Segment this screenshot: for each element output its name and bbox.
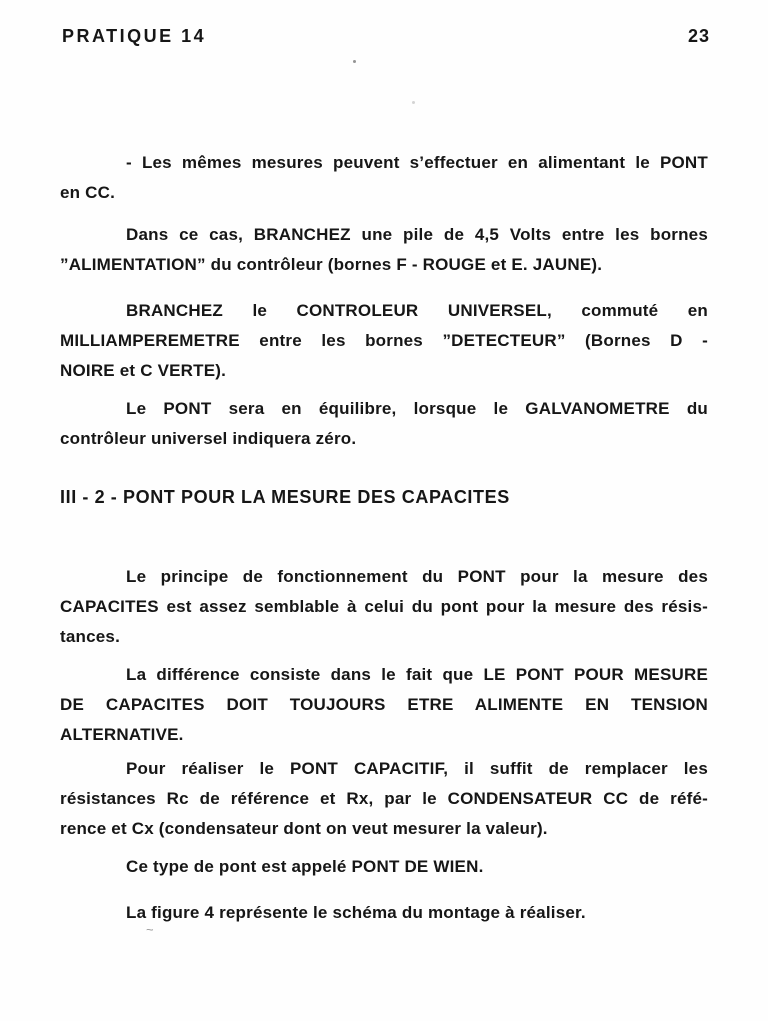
paragraph xyxy=(60,220,708,280)
scan-artifact xyxy=(353,60,356,63)
scan-artifact: ~ xyxy=(146,922,154,937)
text-line: Le principe de fonctionnement du PONT pour la mesure des xyxy=(126,567,708,586)
text-line: DE CAPACITES DOIT TOUJOURS ETRE ALIMENTE EN TENSION xyxy=(60,695,708,714)
text-line: NOIRE et C VERTE). xyxy=(60,361,227,380)
paragraph xyxy=(60,660,708,750)
text-line: - Les mêmes mesures peuvent s’effectuer en alimentant le PONT xyxy=(126,153,708,172)
text-line: Pour réaliser le PONT CAPACITIF, il suffit de remplacer les xyxy=(126,759,708,778)
text-line: ”ALIMENTATION” du contrôleur (bornes F - ROUGE et E. JAUNE). xyxy=(60,255,603,274)
text-line: La différence consiste dans le fait que LE PONT POUR MESURE xyxy=(126,665,708,684)
text-line: Le PONT sera en équilibre, lorsque le GALVANOMETRE du xyxy=(126,399,708,418)
paragraph xyxy=(60,754,708,844)
page-body xyxy=(60,148,708,928)
text-line: tances. xyxy=(60,627,120,646)
paragraph xyxy=(60,898,708,928)
scan-artifact xyxy=(412,101,415,104)
text-line: MILLIAMPEREMETRE entre les bornes ”DETECTEUR” (Bornes D - xyxy=(60,331,708,350)
text-line: rence et Cx (condensateur dont on veut mesurer la valeur). xyxy=(60,819,548,838)
paragraph xyxy=(60,562,708,652)
page-header xyxy=(62,26,710,47)
text-line: Dans ce cas, BRANCHEZ une pile de 4,5 Volts entre les bornes xyxy=(126,225,708,244)
text-line: Ce type de pont est appelé PONT DE WIEN. xyxy=(126,857,484,876)
page-number: 23 xyxy=(687,26,710,46)
text-line: BRANCHEZ le CONTROLEUR UNIVERSEL, commuté en xyxy=(126,301,708,320)
section-heading: III - 2 - PONT POUR LA MESURE DES CAPACITES xyxy=(60,487,510,507)
text-line: ALTERNATIVE. xyxy=(60,725,184,744)
paragraph xyxy=(60,394,708,454)
paragraph xyxy=(60,296,708,386)
running-title: PRATIQUE 14 xyxy=(62,26,207,46)
text-line: La figure 4 représente le schéma du montage à réaliser. xyxy=(126,903,586,922)
paragraph xyxy=(60,148,708,208)
text-line: contrôleur universel indiquera zéro. xyxy=(60,429,357,448)
text-line: CAPACITES est assez semblable à celui du pont pour la mesure des résis- xyxy=(60,597,708,616)
text-line: résistances Rc de référence et Rx, par le CONDENSATEUR CC de réfé- xyxy=(60,789,708,808)
text-line: en CC. xyxy=(60,183,116,202)
paragraph xyxy=(60,852,708,882)
